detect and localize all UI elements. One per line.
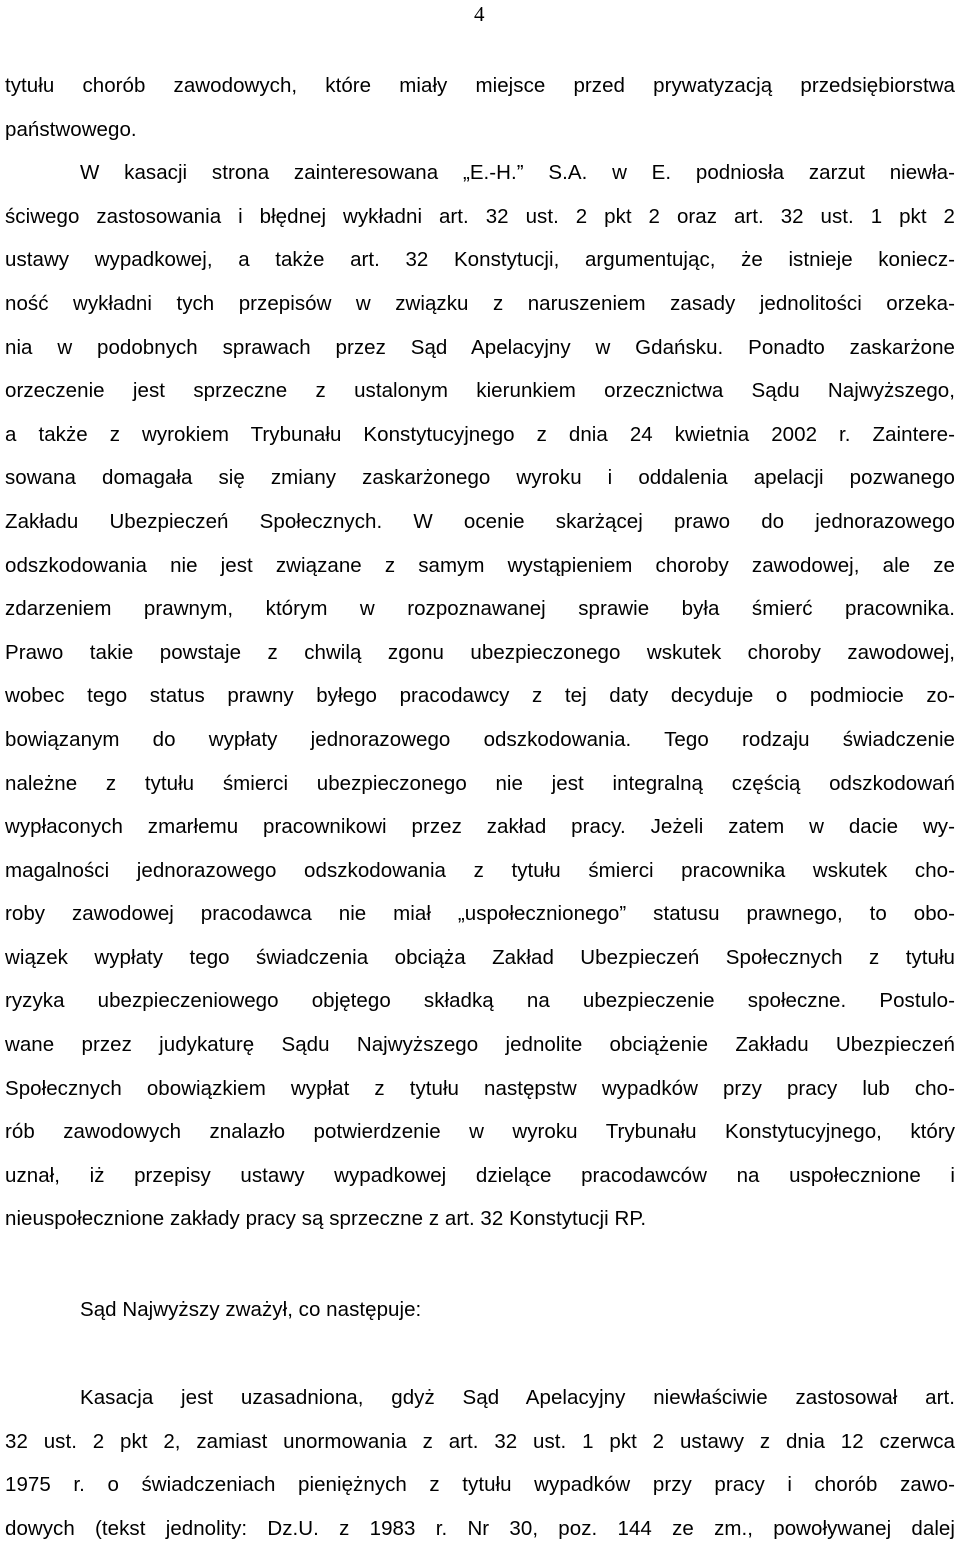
section-heading-block xyxy=(5,1288,955,1332)
text-line: sowana domagała się zmiany zaskarżonego wyroku i oddalenia apelacji pozwanego xyxy=(5,466,955,490)
text-line: wobec tego status prawny byłego pracodawcy z tej daty decyduje o podmiocie zo- xyxy=(5,684,955,708)
text-line: państwowego. xyxy=(5,117,137,141)
text-line: 32 ust. 2 pkt 2, zamiast unormowania z art. 32 ust. 1 pkt 2 ustawy z dnia 12 czerwca xyxy=(5,1429,955,1453)
text-line: wypłaconych zmarłemu pracownikowi przez zakład pracy. Jeżeli zatem w dacie wy- xyxy=(5,815,955,839)
text-line: odszkodowania nie jest związane z samym wystąpieniem choroby zawodowej, ale ze xyxy=(5,553,955,577)
text-line: należne z tytułu śmierci ubezpieczonego nie jest integralną częścią odszkodowań xyxy=(5,771,955,795)
text-line: wane przez judykaturę Sądu Najwyższego jednolite obciążenie Zakładu Ubezpieczeń xyxy=(5,1033,955,1057)
text-line: nieuspołecznione zakłady pracy są sprzeczne z art. 32 Konstytucji RP. xyxy=(5,1207,647,1231)
section-heading: Sąd Najwyższy zważył, co następuje: xyxy=(80,1298,422,1321)
text-line: 1975 r. o świadczeniach pieniężnych z tytułu wypadków przy pracy i chorób zawo- xyxy=(5,1473,955,1497)
text-line: ściwego zastosowania i błędnej wykładni art. 32 ust. 2 pkt 2 oraz art. 32 ust. 1 pkt 2 xyxy=(5,204,955,228)
text-line: Zakładu Ubezpieczeń Społecznych. W ocenie skarżącej prawo do jednorazowego xyxy=(5,509,955,533)
text-line: rób zawodowych znalazło potwierdzenie w wyroku Trybunału Konstytucyjnego, który xyxy=(5,1120,955,1144)
text-line: bowiązanym do wypłaty jednorazowego odszkodowania. Tego rodzaju świadczenie xyxy=(5,727,955,751)
text-line: ustawy wypadkowej, a także art. 32 Konstytucji, argumentując, że istnieje koniecz- xyxy=(5,248,955,272)
text-line: tytułu chorób zawodowych, które miały miejsce przed prywatyzacją przedsiębiorstwa xyxy=(5,74,955,97)
text-line: orzeczenie jest sprzeczne z ustalonym kierunkiem orzecznictwa Sądu Najwyższego, xyxy=(5,379,955,403)
paragraph-1 xyxy=(5,64,955,1241)
text-line: dowych (tekst jednolity: Dz.U. z 1983 r. Nr 30, poz. 144 ze zm., powoływanej dalej xyxy=(5,1516,955,1540)
text-line: Prawo takie powstaje z chwilą zgonu ubezpieczonego wskutek choroby zawodowej, xyxy=(5,640,955,664)
text-line: W kasacji strona zainteresowana „E.-H.” S.A. w E. podniosła zarzut niewła- xyxy=(80,161,955,185)
text-line: ryzyka ubezpieczeniowego objętego składką na ubezpieczenie społeczne. Postulo- xyxy=(5,989,955,1013)
page-number: 4 xyxy=(474,2,485,26)
text-line: roby zawodowej pracodawca nie miał „uspołecznionego” statusu prawnego, to obo- xyxy=(5,902,955,926)
paragraph-2 xyxy=(5,1376,955,1550)
text-line: magalności jednorazowego odszkodowania z tytułu śmierci pracownika wskutek cho- xyxy=(5,858,955,882)
text-line: zdarzeniem prawnym, którym w rozpoznawanej sprawie była śmierć pracownika. xyxy=(5,597,955,621)
text-line: uznał, iż przepisy ustawy wypadkowej dzielące pracodawców na uspołecznione i xyxy=(5,1163,955,1187)
text-line: a także z wyrokiem Trybunału Konstytucyjnego z dnia 24 kwietnia 2002 r. Zaintere- xyxy=(5,422,955,446)
text-line: ność wykładni tych przepisów w związku z naruszeniem zasady jednolitości orzeka- xyxy=(5,291,955,315)
text-line: Kasacja jest uzasadniona, gdyż Sąd Apelacyjny niewłaściwie zastosował art. xyxy=(80,1386,955,1409)
text-line: nia w podobnych sprawach przez Sąd Apelacyjny w Gdańsku. Ponadto zaskarżone xyxy=(5,335,955,359)
text-line: Społecznych obowiązkiem wypłat z tytułu następstw wypadków przy pracy lub cho- xyxy=(5,1076,955,1100)
text-line: wiązek wypłaty tego świadczenia obciąża Zakład Ubezpieczeń Społecznych z tytułu xyxy=(5,945,955,969)
